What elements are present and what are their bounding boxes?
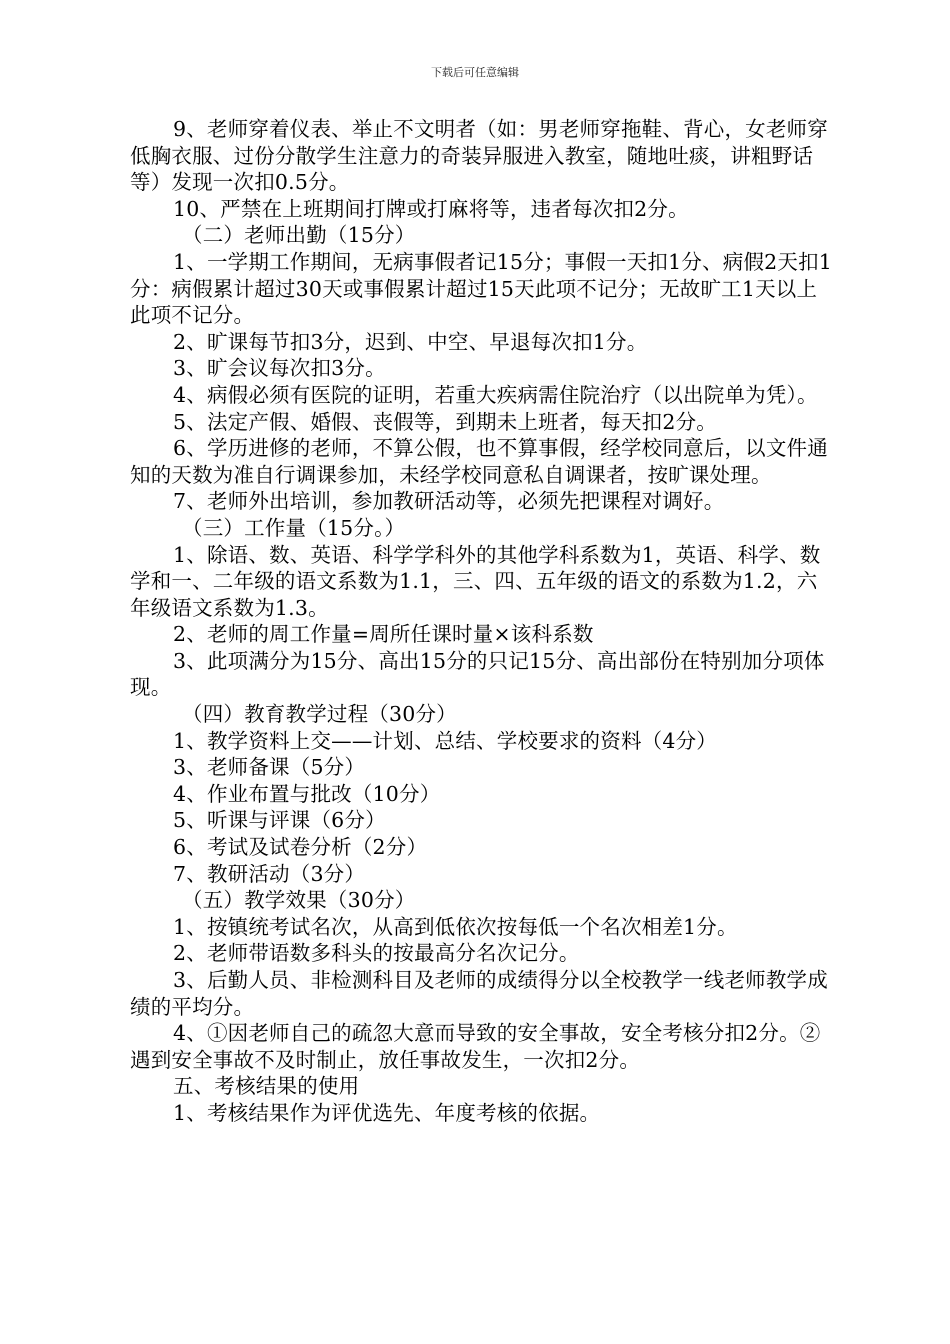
document-body (130, 116, 835, 1127)
paragraph-workload-3: 3、此项满分为15分、高出15分的只记15分、高出部份在特别加分项体现。 (130, 648, 825, 700)
paragraph-results-4: 4、①因老师自己的疏忽大意而导致的安全事故，安全考核分扣2分。②遇到安全事故不及时制止，放任事故发生，一次扣2分。 (130, 1021, 821, 1072)
paragraph-attendance-6: 6、学历进修的老师，不算公假，也不算事假，经学校同意后，以文件通知的天数为准自行调课参加，未经学校同意私自调课者，按旷课处理。 (130, 436, 828, 487)
paragraph-results-1: 1、按镇统考试名次，从高到低依次按每低一个名次相差1分。 (173, 914, 738, 939)
paragraph-attendance-2: 2、旷课每节扣3分，迟到、中空、早退每次扣1分。 (173, 329, 648, 354)
paragraph-results-2: 2、老师带语数多科头的按最高分名次记分。 (173, 941, 580, 966)
page-header: 下载后可任意编辑 (431, 66, 519, 79)
paragraph-attendance-7: 7、老师外出培训，参加教研活动等，必须先把课程对调好。 (173, 489, 725, 514)
paragraph-workload-2: 2、老师的周工作量=周所任课时量×该科系数 (173, 622, 594, 647)
section-heading-workload: （三）工作量（15分。） (182, 515, 406, 540)
section-heading-attendance: （二）老师出勤（15分） (182, 223, 416, 248)
paragraph-process-1: 1、教学资料上交——计划、总结、学校要求的资料（4分） (173, 728, 717, 753)
paragraph-usage-1: 1、考核结果作为评优选先、年度考核的依据。 (173, 1100, 601, 1125)
paragraph-process-5: 5、听课与评课（6分） (173, 808, 386, 833)
section-heading-teaching-results: （五）教学效果（30分） (182, 888, 416, 913)
paragraph-process-4: 4、作业布置与批改（10分） (173, 781, 441, 806)
paragraph-workload-1: 1、除语、数、英语、科学学科外的其他学科系数为1，英语、科学、数学和一、二年级的语文系数为1.1，三、四、五年级的语文的系数为1.2，六年级语文系数为1.3。 (130, 542, 821, 620)
paragraph-attendance-5: 5、法定产假、婚假、丧假等，到期未上班者，每天扣2分。 (173, 409, 717, 434)
paragraph-results-3: 3、后勤人员、非检测科目及老师的成绩得分以全校教学一线老师教学成绩的平均分。 (130, 968, 828, 1019)
paragraph-attendance-1: 1、一学期工作期间，无病事假者记15分；事假一天扣1分、病假2天扣1分：病假累计超过30天或事假累计超过15天此项不记分；无故旷工1天以上此项不记分。 (130, 249, 833, 328)
paragraph-item-10: 10、严禁在上班期间打牌或打麻将等，违者每次扣2分。 (173, 196, 689, 221)
paragraph-process-7: 7、教研活动（3分） (173, 861, 366, 886)
paragraph-attendance-3: 3、旷会议每次扣3分。 (173, 356, 386, 381)
section-heading-results-usage: 五、考核结果的使用 (173, 1074, 360, 1099)
section-heading-teaching-process: （四）教育教学过程（30分） (182, 702, 457, 727)
paragraph-process-6: 6、考试及试卷分析（2分） (173, 835, 428, 860)
paragraph-item-9: 9、老师穿着仪表、举止不文明者（如：男老师穿拖鞋、背心，女老师穿低胸衣服、过份分散学生注意力的奇装异服进入教室，随地吐痰，讲粗野话等）发现一次扣0.5分。 (130, 117, 828, 195)
paragraph-process-3: 3、老师备课（5分） (173, 755, 366, 780)
paragraph-attendance-4: 4、病假必须有医院的证明，若重大疾病需住院治疗（以出院单为凭）。 (173, 382, 818, 407)
